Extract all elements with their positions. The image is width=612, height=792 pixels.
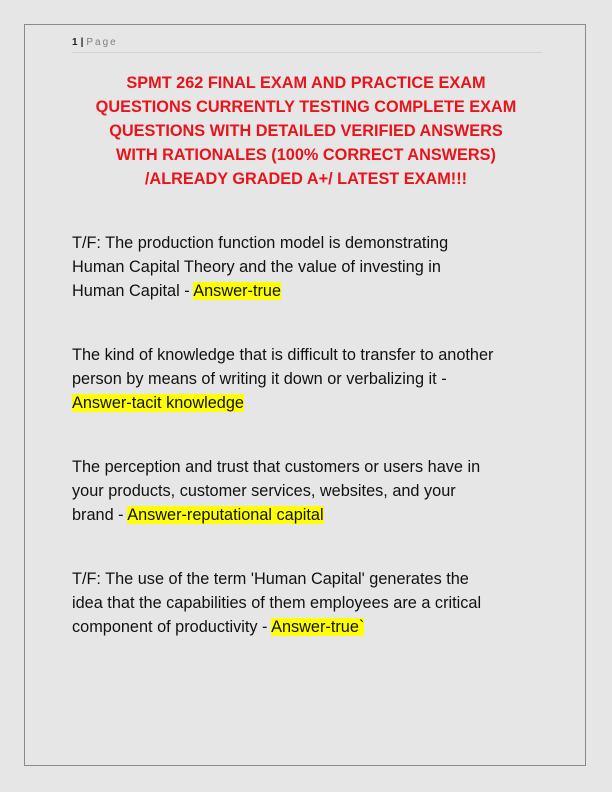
answer-highlight: Answer-true`	[271, 618, 365, 636]
document-title	[62, 71, 550, 191]
question-item-1	[72, 231, 552, 303]
question-text-line: Human Capital -	[72, 282, 194, 300]
page-header	[72, 36, 542, 53]
question-text-line: component of productivity -	[72, 618, 272, 636]
title-line: SPMT 262 FINAL EXAM AND PRACTICE EXAM	[126, 74, 486, 92]
question-text-line: idea that the capabilities of them employees are a critical	[72, 594, 482, 612]
question-text-line: T/F: The use of the term 'Human Capital' generates the	[72, 570, 469, 588]
question-item-3	[72, 455, 552, 527]
page-separator: |	[80, 37, 84, 48]
title-line: QUESTIONS CURRENTLY TESTING COMPLETE EXAM	[95, 98, 517, 116]
question-text-line: brand -	[72, 506, 128, 524]
question-item-4	[72, 567, 552, 639]
question-text-line: The kind of knowledge that is difficult to transfer to another	[72, 346, 494, 364]
question-text-line: your products, customer services, websites, and your	[72, 482, 456, 500]
question-text-line: T/F: The production function model is demonstrating	[72, 234, 449, 252]
question-text-line: Human Capital Theory and the value of investing in	[72, 258, 441, 276]
answer-highlight: Answer-reputational capital	[127, 506, 324, 524]
page-label: Page	[86, 37, 118, 48]
question-text-line: The perception and trust that customers or users have in	[72, 458, 481, 476]
title-line: /ALREADY GRADED A+/ LATEST EXAM!!!	[144, 170, 468, 188]
page-number: 1	[72, 37, 78, 48]
question-item-2	[72, 343, 552, 415]
answer-highlight: Answer-tacit knowledge	[72, 394, 244, 412]
title-line: WITH RATIONALES (100% CORRECT ANSWERS)	[116, 146, 496, 164]
answer-highlight: Answer-true	[193, 282, 282, 300]
question-text-line: person by means of writing it down or verbalizing it -	[72, 370, 447, 388]
title-line: QUESTIONS WITH DETAILED VERIFIED ANSWERS	[109, 122, 503, 140]
